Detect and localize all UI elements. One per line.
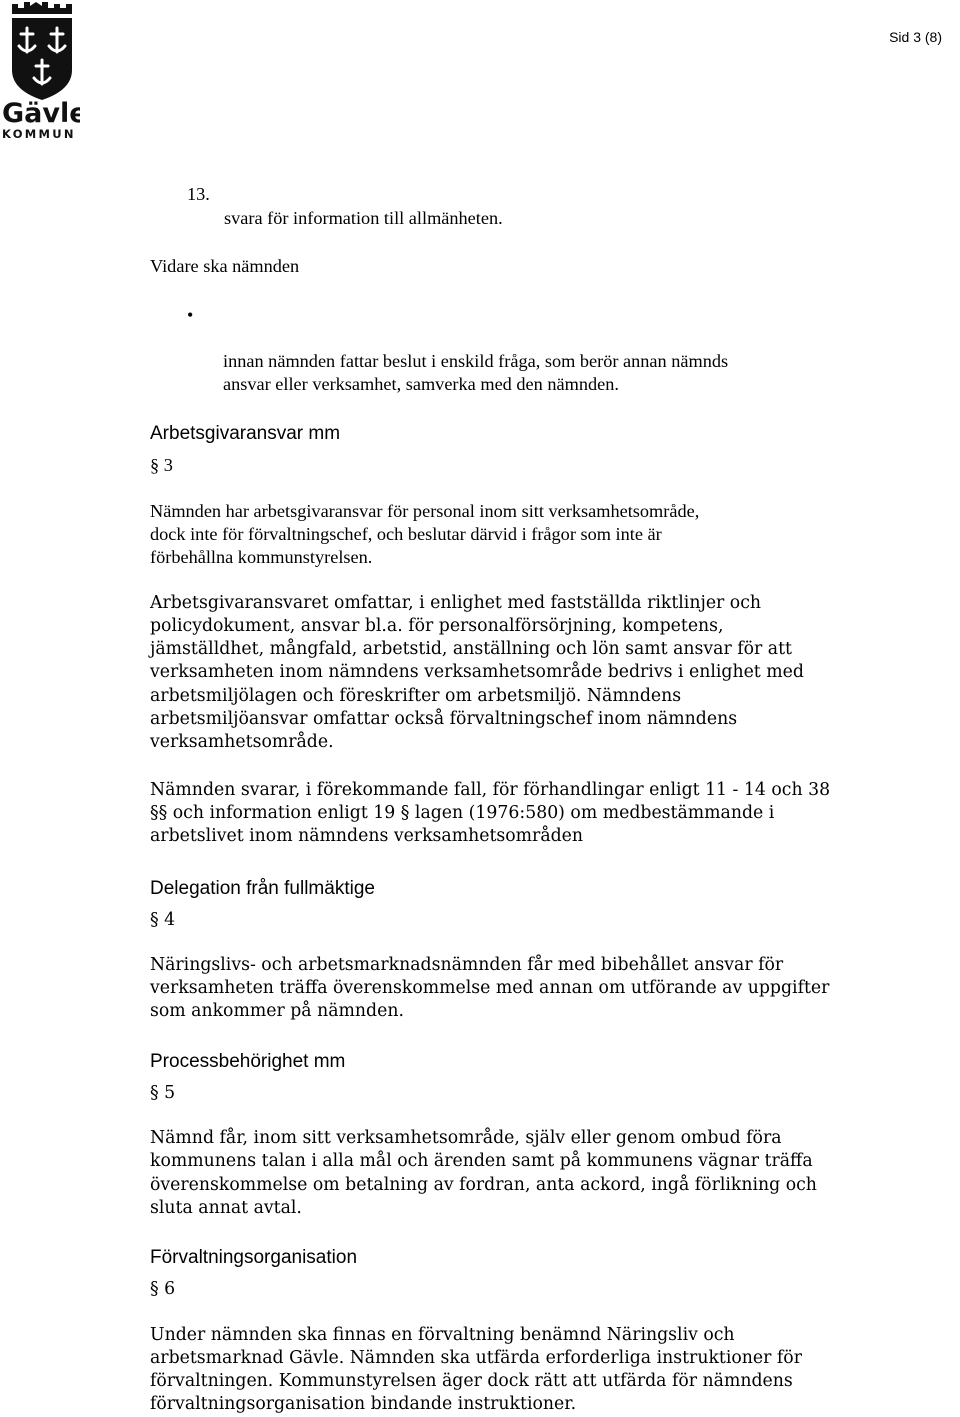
section-heading-processbehorighet: Processbehörighet mm	[150, 1050, 346, 1072]
gavle-crest-icon	[2, 0, 80, 140]
page-number: Sid 3 (8)	[889, 29, 942, 45]
document-body	[150, 160, 850, 1417]
section-heading-arbetsgivaransvar: Arbetsgivaransvar mm	[150, 423, 341, 445]
section-heading-delegation: Delegation från fullmäktige	[150, 877, 375, 899]
section-heading-forvaltningsorganisation: Förvaltningsorganisation	[150, 1247, 358, 1269]
paragraph-sign: § 5	[150, 1082, 176, 1103]
section-paragraph: Nämnd får, inom sitt verksamhetsområde, själv eller genom ombud föra kommunens talan i alla mål och ärenden samt på kommunens vägnar träffa överenskommelse om betalning av fordran, anta ackord, ingå förlikning och sluta annat avtal.	[150, 1128, 817, 1218]
list-item-text: svara för information till allmänheten.	[224, 207, 503, 228]
section-paragraph: Under nämnden ska finnas en förvaltning benämnd Näringsliv och arbetsmarknad Gävle. Nämnden ska utfärda erforderliga instruktioner för förvaltningen. Kommunstyrelsen äger dock rätt att utfärda för nämndens förvaltningsorganisation bindande instruktioner.	[150, 1324, 802, 1415]
paragraph-sign: § 3	[150, 455, 173, 476]
gavle-kommun-logo	[2, 0, 80, 140]
paragraph-sign: § 6	[150, 1279, 176, 1300]
list-item	[187, 160, 850, 230]
intro-text: Vidare ska nämnden	[150, 255, 300, 276]
list-item-number: 13.	[187, 184, 210, 205]
logo-subtitle: KOMMUN	[2, 127, 76, 140]
section-paragraph: Arbetsgivaransvaret omfattar, i enlighet med fastställda riktlinjer och policydokument, ansvar bl.a. för personalförsörjning, kompetens, jämställdhet, mångfald, arbetstid, anställning och lön samt ansvar för att verksamheten inom nämndens verksamhetsområde bedrivs i enlighet med arbetsmiljölagen och föreskrifter om arbetsmiljö. Nämndens arbetsmiljöansvar omfattar också förvaltningschef inom nämndens verksamhetsområde.	[150, 592, 804, 753]
bullet-dot-icon: •	[187, 305, 194, 326]
bullet-item	[150, 303, 850, 396]
section-paragraph: Nämnden svarar, i förekommande fall, för förhandlingar enligt 11 - 14 och 38 §§ och information enligt 19 § lagen (1976:580) om medbestämmande i arbetslivet inom nämndens verksamhetsområden	[150, 779, 831, 847]
section-paragraph: Nämnden har arbetsgivaransvar för personal inom sitt verksamhetsområde, dock inte för förvaltningschef, och beslutar därvid i frågor som inte är förbehållna kommunstyrelsen.	[150, 500, 700, 568]
section-paragraph: Näringslivs- och arbetsmarknadsnämnden får med bibehållet ansvar för verksamheten träffa överenskommelse med annan om utförande av uppgifter som ankommer på nämnden.	[150, 954, 830, 1022]
paragraph-sign: § 4	[150, 909, 176, 930]
logo-wordmark: Gävle	[2, 98, 80, 129]
bullet-text: innan nämnden fattar beslut i enskild fråga, som berör annan nämnds ansvar eller verksamhet, samverka med den nämnden.	[223, 350, 729, 395]
